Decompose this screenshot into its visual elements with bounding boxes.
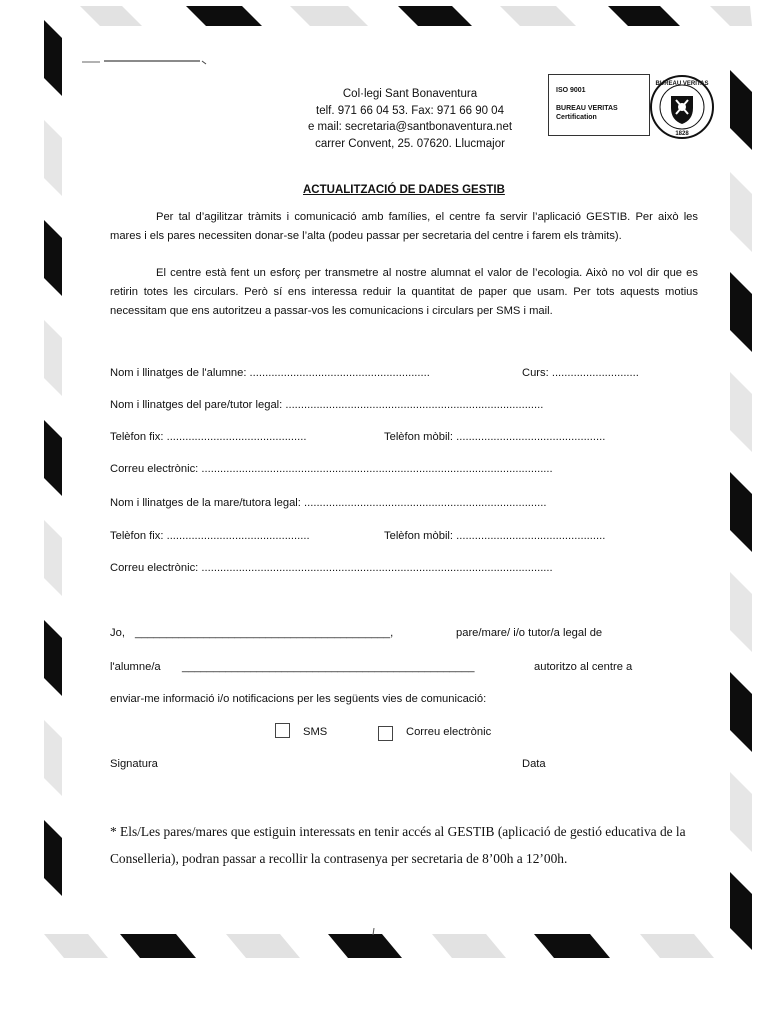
email-checkbox[interactable]: [378, 726, 393, 741]
left-stripes: [44, 20, 62, 896]
father-mobile-field[interactable]: Telèfon mòbil: ................................................: [384, 431, 606, 443]
auth-channels-text: enviar-me informació i/o notificacions per les següents vies de comunicació:: [110, 693, 487, 705]
auth-authorize-text: autoritzo al centre a: [534, 661, 633, 673]
seal-text: BUREAU VERITAS: [655, 81, 709, 87]
bureau-veritas-seal-icon: [649, 74, 715, 140]
cert-box: [548, 74, 650, 136]
scan-mark: [80, 58, 210, 66]
signature-label: Signatura: [110, 758, 158, 770]
student-name-field[interactable]: Nom i llinatges de l'alumne: ..........................................................: [110, 367, 430, 379]
father-email-field[interactable]: Correu electrònic: .................................................................................................................: [110, 463, 553, 475]
course-field[interactable]: Curs: ............................: [522, 367, 639, 379]
auth-jo-label: Jo,: [110, 627, 125, 639]
school-phone: telf. 971 66 04 53. Fax: 971 66 90 04: [316, 104, 504, 117]
cert-label: Certification: [556, 114, 597, 121]
email-option-label: Correu electrònic: [406, 726, 492, 738]
top-stripes: [80, 6, 752, 26]
intro-paragraph-1: [110, 208, 698, 246]
intro-text-1: Per tal d’agilitzar tràmits i comunicació amb famílies, el centre fa servir l’aplicació GESTIB. Per això les mares i els pares necessiten donar-se l’alta (podeu passar per secretaria del centre i farem els tràmits).: [110, 211, 698, 242]
seal-year: 1828: [675, 131, 689, 137]
school-header: [240, 86, 580, 152]
auth-name-blank[interactable]: _________________________________________,: [135, 627, 394, 639]
auth-student-label: l'alumne/a: [110, 661, 161, 673]
auth-parent-role: pare/mare/ i/o tutor/a legal de: [456, 627, 603, 639]
mother-phone-field[interactable]: Telèfon fix: ..............................................: [110, 530, 310, 542]
page-title: ACTUALITZACIÓ DE DADES GESTIB: [303, 184, 505, 196]
gestib-footnote: * Els/Les pares/mares que estiguin interessats en tenir accés al GESTIB (aplicació de gestió educativa de la Conselleria), podran passar a recollir la contrasenya per secretaria de 8’00h a 12’00h.: [110, 824, 686, 866]
date-label: Data: [522, 758, 546, 770]
intro-paragraph-2: [110, 264, 698, 321]
mother-name-field[interactable]: Nom i llinatges de la mare/tutora legal: ..............................................................................: [110, 497, 547, 509]
scan-tick: [370, 928, 378, 936]
sms-label: SMS: [303, 726, 328, 738]
school-address: carrer Convent, 25. 07620. Llucmajor: [315, 137, 505, 150]
right-stripes: [730, 70, 752, 950]
school-name: Col·legi Sant Bonaventura: [342, 88, 478, 100]
sms-checkbox[interactable]: [275, 723, 290, 738]
bottom-stripes: [44, 934, 714, 958]
cert-iso: ISO 9001: [556, 87, 586, 94]
certification-logo: [548, 74, 718, 140]
auth-student-blank[interactable]: _______________________________________________: [182, 661, 475, 673]
father-name-field[interactable]: Nom i llinatges del pare/tutor legal: ...................................................................................: [110, 399, 544, 411]
mother-mobile-field[interactable]: Telèfon mòbil: ................................................: [384, 530, 606, 542]
cert-brand: BUREAU VERITAS: [556, 105, 618, 112]
father-phone-field[interactable]: Telèfon fix: .............................................: [110, 431, 307, 443]
mother-email-field[interactable]: Correu electrònic: .................................................................................................................: [110, 562, 553, 574]
school-email: e mail: secretaria@santbonaventura.net: [307, 121, 513, 133]
intro-text-2: El centre està fent un esforç per transmetre al nostre alumnat el valor de l’ecologia. Això no vol dir que es retirin totes les circulars. Però sí ens interessa reduir la quantitat de paper que usam. Per tots aquests motius necessitam que ens autoritzeu a passar-vos les comunicacions i circulars per SMS i mail.: [110, 267, 698, 317]
